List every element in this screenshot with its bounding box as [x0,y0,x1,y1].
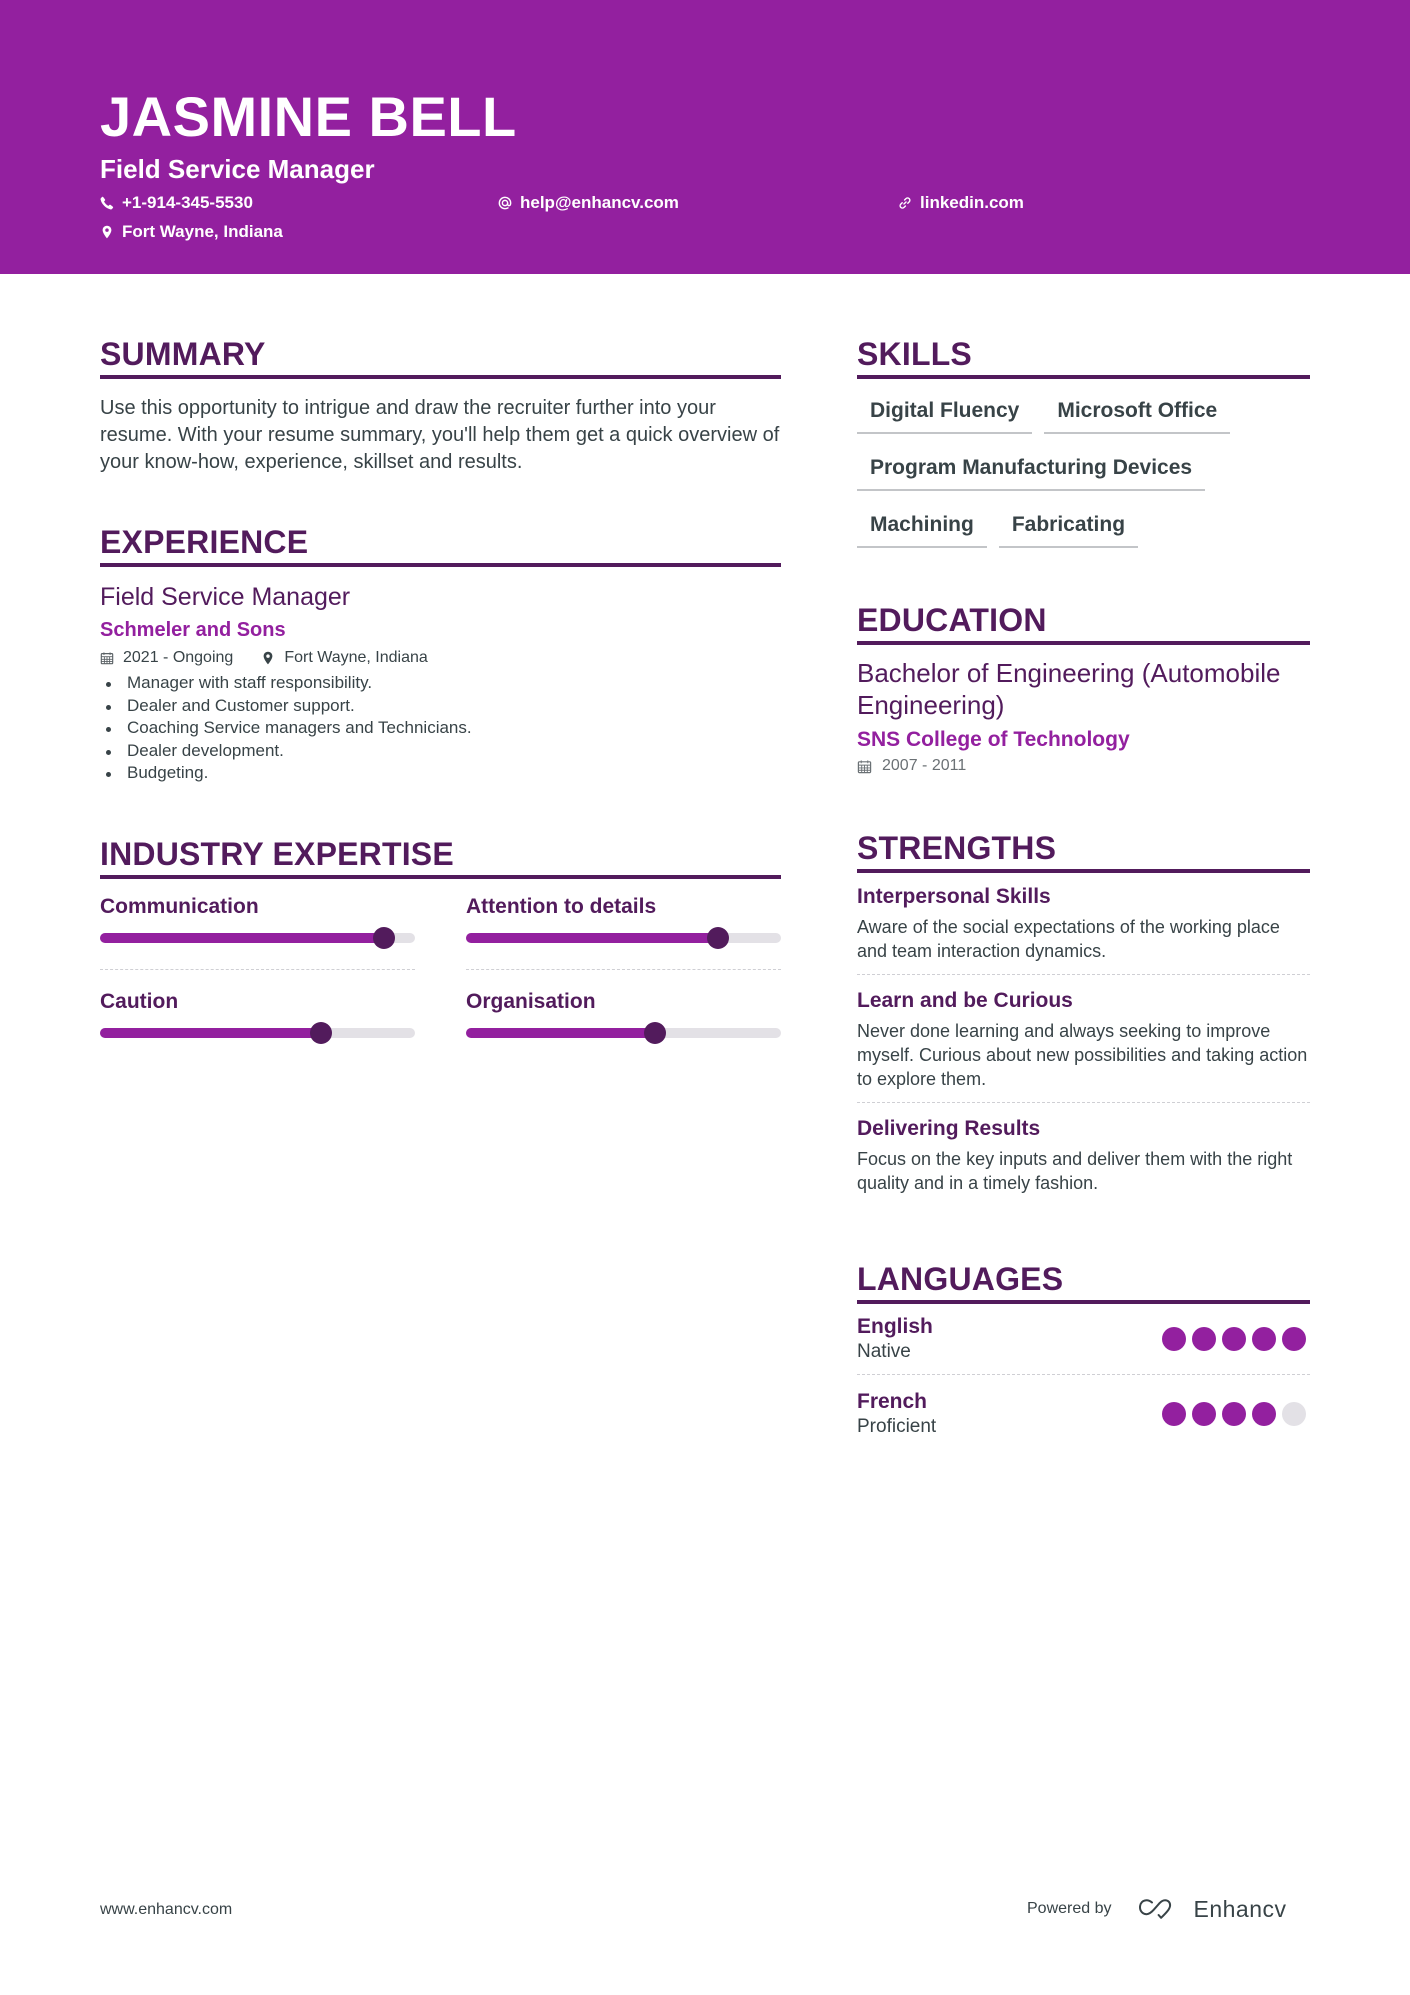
languages-section [857,1260,1310,1449]
section-divider [857,375,1310,379]
skill-tag: Digital Fluency [857,389,1032,434]
education-item [857,657,1310,777]
footer-website-link[interactable]: www.enhancv.com [100,1901,233,1918]
slider-knob [373,927,395,949]
slider-fill [466,1028,655,1038]
rating-dot-filled [1192,1327,1216,1351]
strength-item [857,974,1310,1102]
expertise-slider [100,1028,415,1038]
expertise-section [100,835,781,1038]
bullet-item: Budgeting. [100,762,781,785]
expertise-heading: INDUSTRY EXPERTISE [100,836,454,872]
company-name: Schmeler and Sons [100,619,286,641]
languages-heading: LANGUAGES [857,1261,1064,1297]
experience-item [100,581,781,785]
rating-dot-filled [1222,1402,1246,1426]
enhancv-logo-icon [1138,1898,1184,1920]
rating-dot-filled [1282,1327,1306,1351]
skill-tag: Fabricating [999,503,1138,548]
skills-list [857,389,1310,548]
language-name: French [857,1390,928,1413]
summary-text: Use this opportunity to intrigue and draw the recruiter further into your resume. With your resume summary, you'll help them get a quick overview of your know-how, experience, skillset and results. [100,397,780,473]
language-item [857,1304,1310,1374]
expertise-slider [466,933,781,943]
expertise-label: Organisation [466,990,596,1013]
summary-section [100,335,781,476]
slider-fill [100,933,384,943]
expertise-item [466,988,781,1038]
section-divider [100,563,781,567]
section-divider [857,641,1310,645]
expertise-item [466,893,781,943]
section-divider [100,375,781,379]
language-rating [1162,1327,1306,1351]
education-dates: 2007 - 2011 [882,757,967,774]
candidate-name: JASMINE BELL [100,85,517,148]
slider-fill [466,933,718,943]
job-bullets [100,672,781,785]
skills-section [857,335,1310,548]
strengths-section [857,829,1310,1206]
strength-title: Delivering Results [857,1117,1041,1140]
language-rating [1162,1402,1306,1426]
language-level: Native [857,1341,911,1362]
location-pin-icon [261,651,275,665]
left-column [100,0,781,1995]
slider-knob [707,927,729,949]
link-text: linkedin.com [920,193,1024,212]
experience-heading: EXPERIENCE [100,524,309,560]
strength-description: Aware of the social expectations of the working place and team interaction dynamics. [857,917,1280,961]
strength-description: Never done learning and always seeking to improve myself. Curious about new possibilities and taking action to explore them. [857,1021,1308,1089]
powered-by-label: Powered by [1027,1900,1112,1917]
rating-dot-filled [1192,1402,1216,1426]
job-location: Fort Wayne, Indiana [284,649,428,666]
expertise-slider [100,933,415,943]
expertise-label: Communication [100,895,259,918]
languages-list [857,1304,1310,1449]
rating-dot-filled [1252,1327,1276,1351]
expertise-grid [100,893,781,1038]
language-item [857,1374,1310,1449]
rating-dot-filled [1162,1327,1186,1351]
strengths-heading: STRENGTHS [857,830,1057,866]
expertise-label: Caution [100,990,179,1013]
bullet-item: Dealer development. [100,740,781,763]
skill-tag: Microsoft Office [1044,389,1230,434]
slider-knob [644,1022,666,1044]
job-meta [100,647,781,669]
expertise-item [100,893,415,943]
strength-title: Learn and be Curious [857,989,1073,1012]
job-dates: 2021 - Ongoing [123,649,234,666]
rating-dot-empty [1282,1402,1306,1426]
rating-dot-filled [1162,1402,1186,1426]
expertise-item [100,988,415,1038]
strength-item [857,1102,1310,1206]
skill-tag: Program Manufacturing Devices [857,446,1205,491]
phone-text: +1-914-345-5530 [122,193,253,212]
language-name: English [857,1315,933,1338]
education-heading: EDUCATION [857,602,1047,638]
strengths-list [857,873,1310,1206]
calendar-icon [100,651,114,665]
expertise-label: Attention to details [466,895,657,918]
experience-section [100,523,781,785]
slider-fill [100,1028,321,1038]
calendar-icon [857,759,872,774]
rating-dot-filled [1252,1402,1276,1426]
rating-dot-filled [1222,1327,1246,1351]
bullet-item: Coaching Service managers and Technicians. [100,717,781,740]
bullet-item: Manager with staff responsibility. [100,672,781,695]
language-level: Proficient [857,1416,937,1437]
strength-description: Focus on the key inputs and deliver them with the right quality and in a timely fashion. [857,1149,1293,1193]
summary-heading: SUMMARY [100,336,266,372]
footer-branding [1027,1896,1287,1922]
education-meta [857,755,1310,777]
right-column [857,0,1310,1995]
slider-knob [310,1022,332,1044]
education-section [857,601,1310,777]
skills-heading: SKILLS [857,336,972,372]
email-text: help@enhancv.com [520,193,679,212]
strength-item [857,873,1310,974]
enhancv-brand-name: Enhancv [1193,1896,1287,1922]
skill-tag: Machining [857,503,987,548]
candidate-title: Field Service Manager [100,154,375,184]
section-divider [100,875,781,879]
job-title: Field Service Manager [100,583,351,611]
dashed-divider [100,969,415,970]
dashed-divider [466,969,781,970]
expertise-slider [466,1028,781,1038]
location-text: Fort Wayne, Indiana [122,222,283,241]
school-name: SNS College of Technology [857,728,1130,751]
bullet-item: Dealer and Customer support. [100,695,781,718]
degree-title: Bachelor of Engineering (Automobile Engineering) [857,658,1281,720]
strength-title: Interpersonal Skills [857,885,1051,908]
